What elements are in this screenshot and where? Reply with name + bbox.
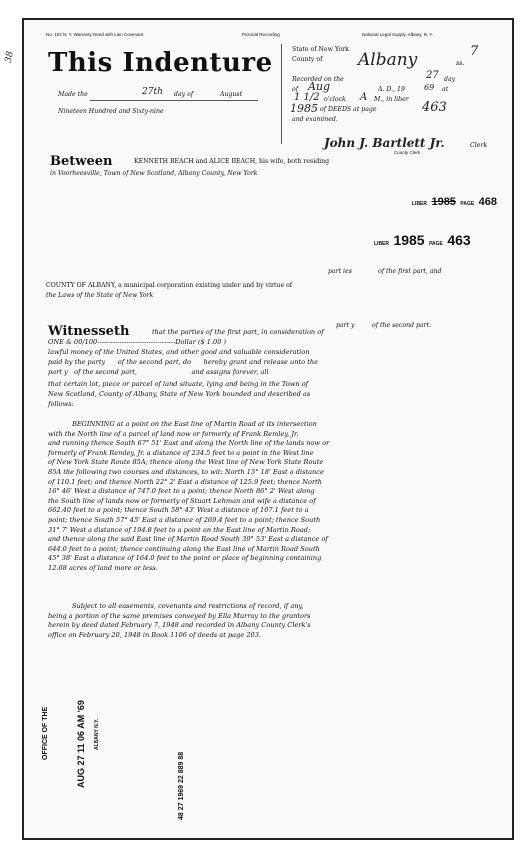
- albany-stamp: ALBANY N.Y.: [94, 718, 100, 750]
- recording-state: State of New York: [292, 46, 349, 53]
- oclock-label: o'clock: [324, 96, 346, 103]
- recording-ss: ss.: [456, 60, 465, 67]
- witnesseth-line-8: follows:: [48, 400, 74, 408]
- subject-line: herein by deed dated February 7, 1948 and recorded in Albany County Clerk's: [48, 621, 311, 630]
- deed-page: [22, 18, 514, 840]
- subject-line: office on February 20, 1948 in Book 1106 of deeds at page 203.: [48, 630, 262, 639]
- clerk-label: Clerk: [470, 142, 488, 149]
- form-number: No. 102 N. Y. Warranty Deed with Lien Covenant: [46, 32, 144, 37]
- form-publisher: National Legal Supply, Albany, N. Y.: [362, 32, 433, 37]
- recording-number-stamp: 48 27 1969 22 889 88: [178, 751, 185, 820]
- description-line: 662.40 feet to a point; thence South 58° 43' West a distance of 107.1 feet to a: [48, 506, 309, 515]
- in-liber-label: M., in liber: [374, 96, 409, 103]
- description-line: and running thence South 67° 51' East and along the North line of the lands now or: [48, 439, 330, 448]
- recorded-at-label: at: [442, 86, 449, 93]
- recorded-day-handwritten: 27: [426, 70, 439, 81]
- between-label: Between: [50, 154, 113, 169]
- description-line: 85A the following two courses and distances, to wit: North 15° 18' East a distance: [48, 467, 324, 476]
- am-handwritten: A: [360, 92, 368, 103]
- witnesseth-line-7: New Scotland, County of Albany, State of New York bounded and described as: [48, 390, 311, 398]
- of-deeds-label: of DEEDS at page: [320, 106, 377, 113]
- margin-handwritten-mark: 38: [3, 50, 16, 64]
- page-handwritten: 463: [422, 100, 447, 115]
- description-line: of 110.1 feet; and thence North 22° 2' East a distance of 125.9 feet; thence North: [48, 477, 323, 486]
- second-part-party: part y: [336, 322, 355, 329]
- description-line: of New York State Route 85A; thence along the West line of New York State Route: [48, 458, 324, 467]
- legal-description: [48, 420, 518, 574]
- description-line: with the North line of a parcel of land now or formerly of Frank Remley, Jr.: [48, 429, 299, 438]
- grantee-line-1: COUNTY OF ALBANY, a municipal corporation existing under and by virtue of: [46, 282, 293, 289]
- description-line: 31° 7' West a distance of 194.8 feet to a point on the East line of Martin Road;: [48, 525, 311, 534]
- second-part-label: of the second part.: [372, 322, 432, 329]
- year-line: Nineteen Hundred and Sixty-nine: [58, 108, 164, 115]
- first-part-parties: part ies: [328, 268, 352, 275]
- witnesseth-label: Witnesseth: [48, 324, 130, 339]
- recorded-on-label: Recorded on the: [292, 76, 344, 83]
- date-received-stamp: AUG 27 11 06 AM '69: [76, 700, 86, 788]
- recording-county-label: County of: [292, 56, 323, 63]
- clerk-signature: John J. Bartlett Jr.: [324, 136, 445, 150]
- liber-handwritten: 1985: [290, 102, 318, 115]
- made-the-label: Made the: [58, 91, 88, 98]
- description-line: BEGINNING at a point on the East line of Martin Road at its intersection: [72, 420, 317, 428]
- clerk-signature-subtitle: County Clerk: [394, 150, 421, 155]
- description-line: 45° 38' East a distance of 164.0 feet to the point or place of beginning containing: [48, 554, 322, 563]
- recorded-ad-label: A. D., 19: [378, 86, 405, 93]
- liber-page-stamp: LIBER 1985 PAGE 463: [374, 232, 471, 248]
- witnesseth-line-1: that the parties of the first part, in consideration of: [152, 328, 324, 336]
- description-line: formerly of Frank Remley, Jr. a distance of 234.5 feet to a point in the West line: [48, 448, 314, 457]
- subject-line: Subject to all easements, covenants and restrictions of record, if any,: [72, 602, 304, 610]
- office-of-stamp: OFFICE OF THE: [42, 706, 49, 760]
- recorded-year-handwritten: 69: [424, 83, 435, 92]
- day-of-label: day of: [174, 91, 194, 98]
- description-line: the South line of lands now or formerly of Stuart Lehman and wife a distance of: [48, 496, 316, 505]
- recording-county-handwritten: Albany: [358, 50, 418, 70]
- witnesseth-line-5: part y of the second part, and assigns forever, all: [48, 368, 269, 376]
- witnesseth-line-2: ONE & 00/100-----------------------------------Dollar ($ 1.00 ): [48, 338, 227, 346]
- subject-line: being a portion of the same premises conveyed by Ella Murray to the grantors: [48, 611, 311, 620]
- grantee-line-2: the Laws of the State of New York: [46, 292, 154, 299]
- description-line: 644.0 feet to a point; thence continuing along the East line of Martin Road South: [48, 544, 320, 553]
- liber-stamp-struck: LIBER 1985 PAGE 468: [412, 196, 498, 208]
- document-title: This Indenture: [48, 48, 273, 78]
- form-center-label: Pictorial Recording: [242, 32, 280, 37]
- grantors-line-2: in Voorheesville, Town of New Scotland, Albany County, New York: [50, 170, 258, 177]
- examined-label: and examined.: [292, 116, 338, 123]
- recorded-day-label: day: [444, 76, 456, 83]
- witnesseth-line-4: paid by the party of the second part, do hereby grant and release unto the: [48, 358, 319, 366]
- description-line: 16° 46' West a distance of 747.0 feet to a point; thence North 86° 2' West along: [48, 487, 315, 496]
- witnesseth-line-3: lawful money of the United States, and other good and valuable consideration: [48, 348, 310, 356]
- description-line: point; thence South 57° 45' East a distance of 269.4 feet to a point; thence South: [48, 515, 321, 524]
- description-line: and thence along the said East line of Martin Road South 39° 53' East a distance of: [48, 535, 328, 544]
- month-value: August: [220, 91, 243, 98]
- recorded-month-handwritten: Aug: [308, 80, 331, 93]
- description-line: 12.68 acres of land more or less.: [48, 563, 158, 572]
- corner-handwritten-mark: 7: [470, 44, 479, 59]
- witnesseth-line-6: that certain lot, piece or parcel of land situate, lying and being in the Town of: [48, 380, 309, 388]
- recorded-time-handwritten: 1 1/2: [294, 92, 320, 103]
- subject-to-clause: [48, 602, 518, 640]
- recorded-of-label: of: [292, 86, 299, 93]
- grantors-line-1: KENNETH BEACH and ALICE BEACH, his wife, both residing: [134, 158, 330, 165]
- day-number: 27th: [142, 87, 163, 97]
- first-part-label: of the first part, and: [378, 268, 442, 275]
